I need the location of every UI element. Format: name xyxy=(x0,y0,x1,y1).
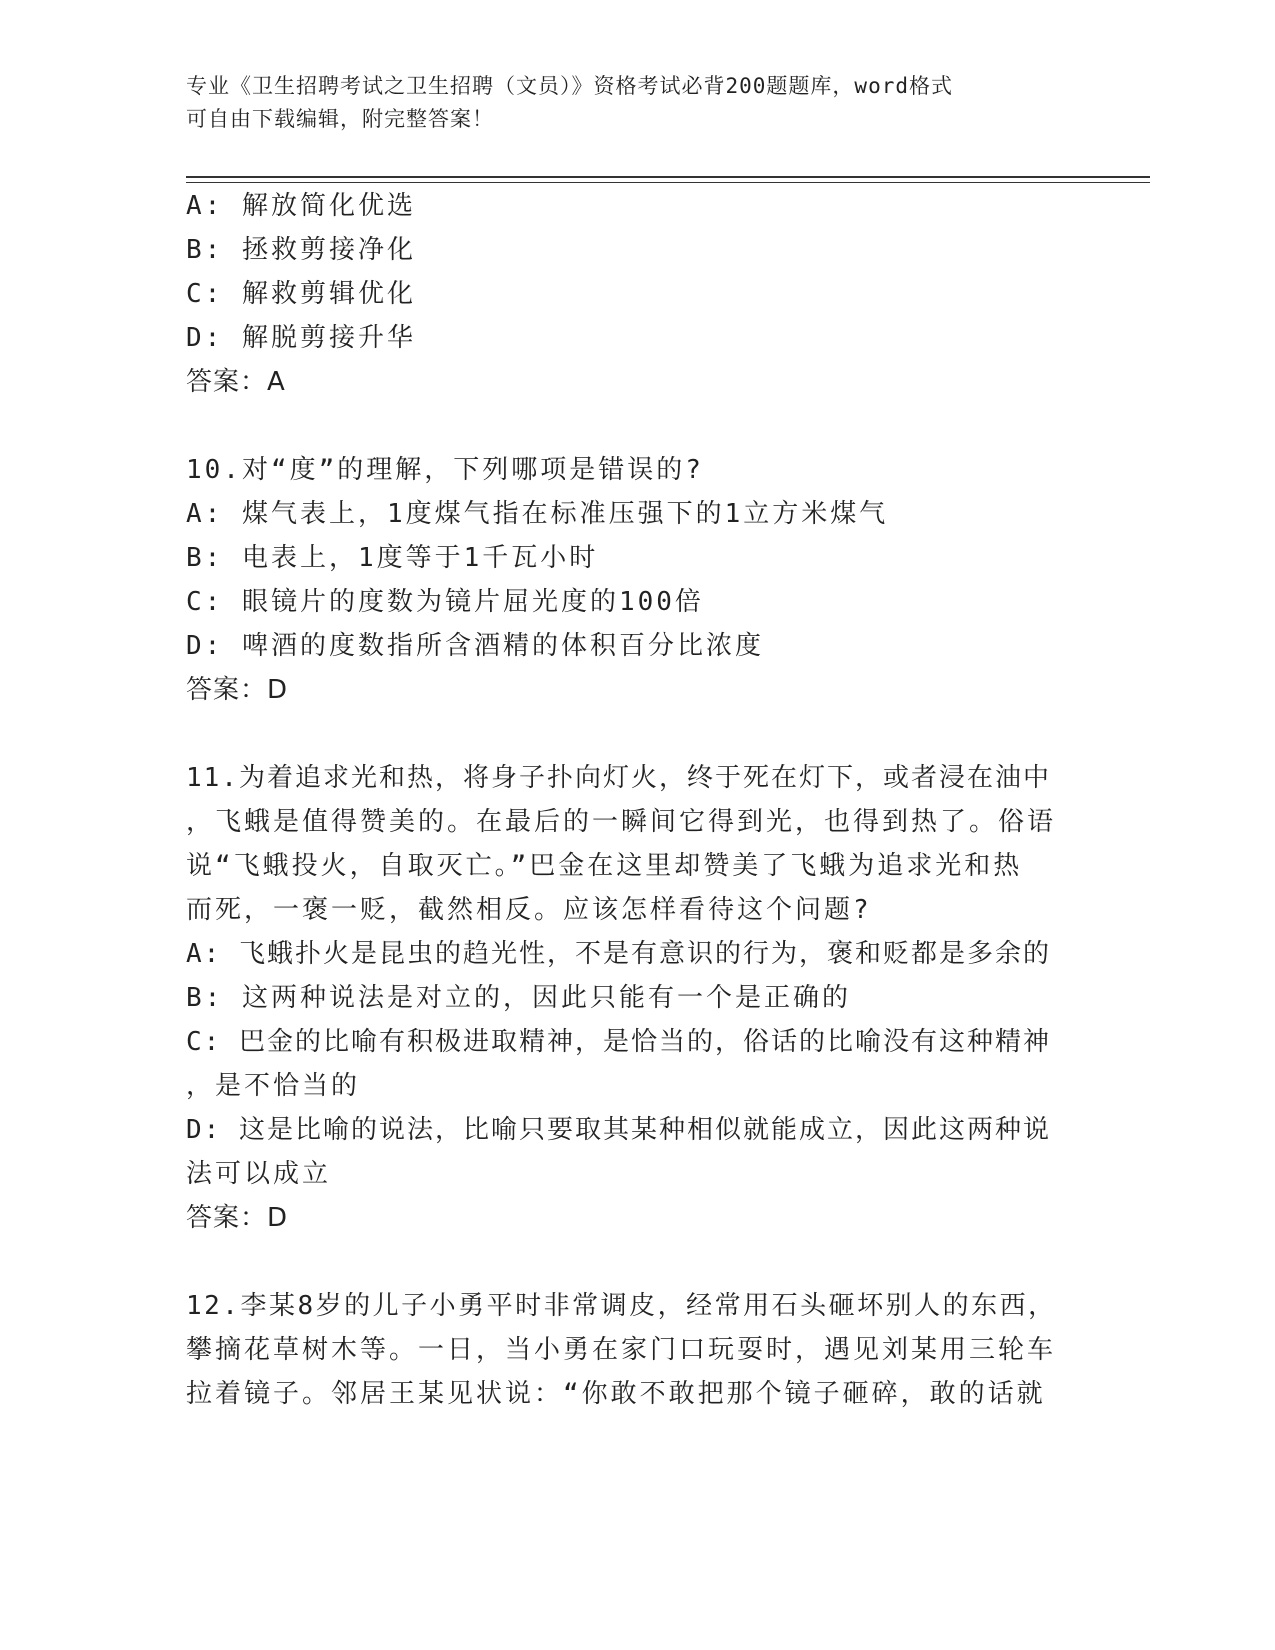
q9-option-d: D: 解脱剪接升华 xyxy=(186,323,416,353)
q11-stem-line-3: 说“飞蛾投火，自取灭亡。”巴金在这里却赞美了飞蛾为追求光和热 xyxy=(186,851,1023,881)
q11-option-d-line-1: D: 这是比喻的说法，比喻只要取其某种相似就能成立，因此这两种说 xyxy=(186,1115,1051,1145)
q11-option-b: B: 这两种说法是对立的，因此只能有一个是正确的 xyxy=(186,983,851,1013)
header-divider-thin xyxy=(186,182,1150,183)
document-header xyxy=(186,70,1066,136)
q10-option-b: B: 电表上，1度等于1千瓦小时 xyxy=(186,543,599,573)
q12-stem-line-1: 12.李某8岁的儿子小勇平时非常调皮，经常用石头砸坏别人的东西， xyxy=(186,1291,1057,1321)
q11-option-c-line-1: C: 巴金的比喻有积极进取精神，是恰当的，俗话的比喻没有这种精神 xyxy=(186,1027,1051,1057)
q10-option-d: D: 啤酒的度数指所含酒精的体积百分比浓度 xyxy=(186,631,764,661)
q11-stem-line-1: 11.为着追求光和热，将身子扑向灯火，终于死在灯下，或者浸在油中 xyxy=(186,763,1051,793)
q11-option-a: A: 飞蛾扑火是昆虫的趋光性，不是有意识的行为，褒和贬都是多余的 xyxy=(186,939,1051,969)
header-title-line-2: 可自由下载编辑，附完整答案！ xyxy=(186,107,494,131)
q10-option-c: C: 眼镜片的度数为镜片屈光度的100倍 xyxy=(186,587,704,617)
q12-stem-line-3: 拉着镜子。邻居王某见状说：“你敢不敢把那个镜子砸碎，敢的话就 xyxy=(186,1379,1046,1409)
q11-stem-line-2: ，飞蛾是值得赞美的。在最后的一瞬间它得到光，也得到热了。俗语 xyxy=(186,807,1057,837)
header-title-line-1: 专业《卫生招聘考试之卫生招聘（文员）》资格考试必背200题题库，word格式 xyxy=(186,74,953,98)
header-divider xyxy=(186,176,1150,178)
q10-stem: 10.对“度”的理解，下列哪项是错误的? xyxy=(186,455,704,485)
q11-answer: 答案：D xyxy=(186,1203,289,1233)
q9-option-c: C: 解救剪辑优化 xyxy=(186,279,416,309)
q12-stem-line-2: 攀摘花草树木等。一日，当小勇在家门口玩耍时，遇见刘某用三轮车 xyxy=(186,1335,1057,1365)
q9-answer: 答案：A xyxy=(186,367,286,397)
q10-answer: 答案：D xyxy=(186,675,289,705)
q11-stem-line-4: 而死，一褒一贬，截然相反。应该怎样看待这个问题? xyxy=(186,895,872,925)
q9-option-b: B: 拯救剪接净化 xyxy=(186,235,416,265)
q11-option-c-line-2: ，是不恰当的 xyxy=(186,1071,361,1101)
q10-option-a: A: 煤气表上，1度煤气指在标准压强下的1立方米煤气 xyxy=(186,499,889,529)
q9-option-a: A: 解放简化优选 xyxy=(186,191,416,221)
q11-option-d-line-2: 法可以成立 xyxy=(186,1159,332,1189)
